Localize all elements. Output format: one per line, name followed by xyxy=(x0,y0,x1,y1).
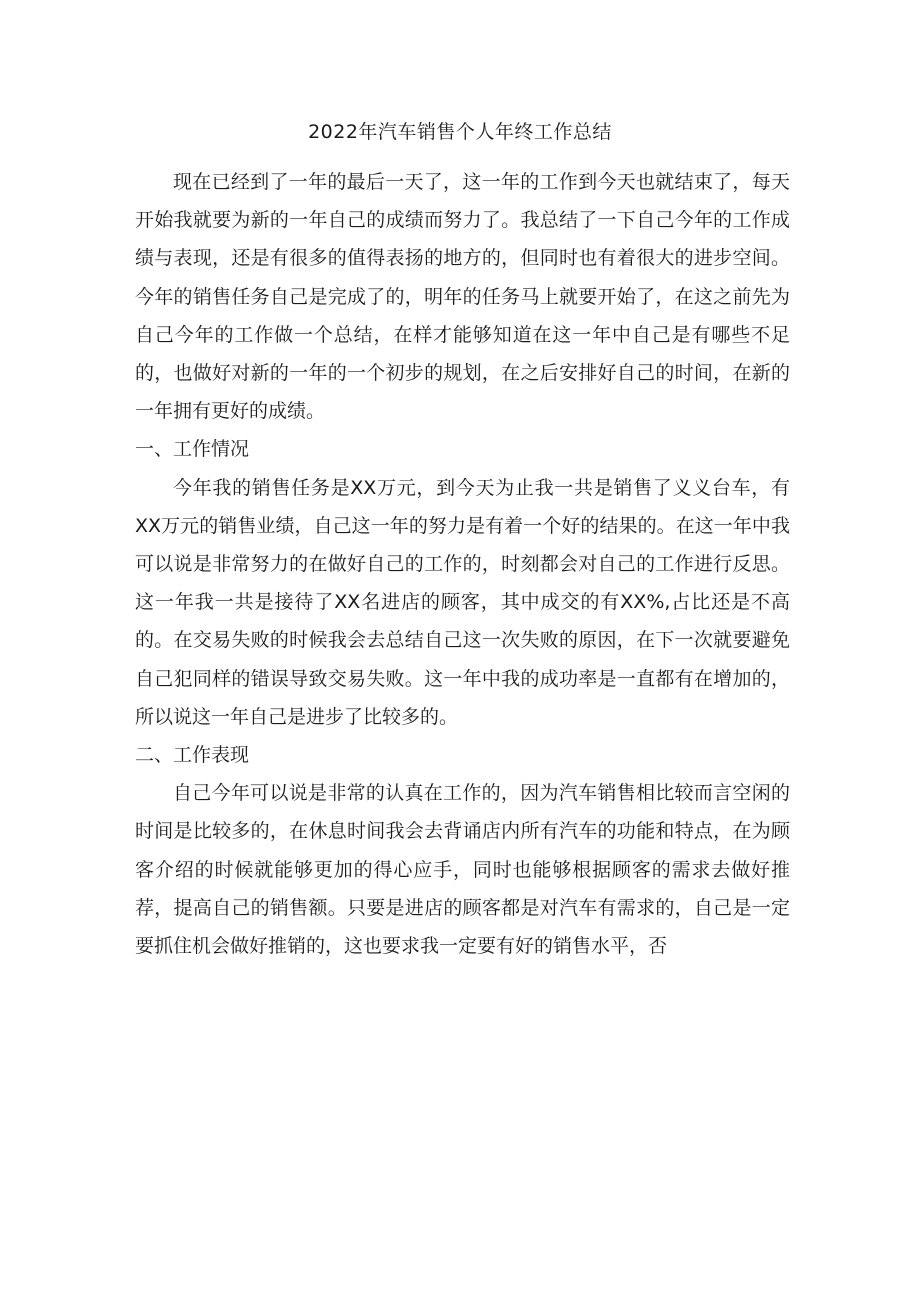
paragraph-intro: 现在已经到了一年的最后一天了，这一年的工作到今天也就结束了，每天开始我就要为新的一年自己的成绩而努力了。我总结了一下自己今年的工作成绩与表现，还是有很多的值得表扬的地方的，但同时也有着很大的进步空间。今年的销售任务自己是完成了的，明年的任务马上就要开始了，在这之前先为自己今年的工作做一个总结，在样才能够知道在这一年中自己是有哪些不足的，也做好对新的一年的一个初步的规划，在之后安排好自己的时间，在新的一年拥有更好的成绩。 xyxy=(135,171,790,423)
document-body xyxy=(135,163,790,965)
section-heading-work-situation: 一、工作情况 xyxy=(135,438,250,461)
document-title: 2022年汽车销售个人年终工作总结 xyxy=(308,121,612,143)
paragraph-work-performance: 自己今年可以说是非常的认真在工作的，因为汽车销售相比较而言空闲的时间是比较多的，在休息时间我会去背诵店内所有汽车的功能和特点，在为顾客介绍的时候就能够更加的得心应手，同时也能够根据顾客的需求去做好推荐，提高自己的销售额。只要是进店的顾客都是对汽车有需求的，自己是一定要抓住机会做好推销的，这也要求我一定要有好的销售水平，否 xyxy=(135,782,790,958)
section-heading-work-performance: 二、工作表现 xyxy=(135,744,250,767)
paragraph-work-situation: 今年我的销售任务是XX万元，到今天为止我一共是销售了义义台车，有XX万元的销售业绩，自己这一年的努力是有着一个好的结果的。在这一年中我可以说是非常努力的在做好自己的工作的，时刻都会对自己的工作进行反思。这一年我一共是接待了XX名进店的顾客，其中成交的有XX%,占比还是不高的。在交易失败的时候我会去总结自己这一次失败的原因，在下一次就要避免自己犯同样的错误导致交易失败。这一年中我的成功率是一直都有在增加的，所以说这一年自己是进步了比较多的。 xyxy=(135,476,790,728)
